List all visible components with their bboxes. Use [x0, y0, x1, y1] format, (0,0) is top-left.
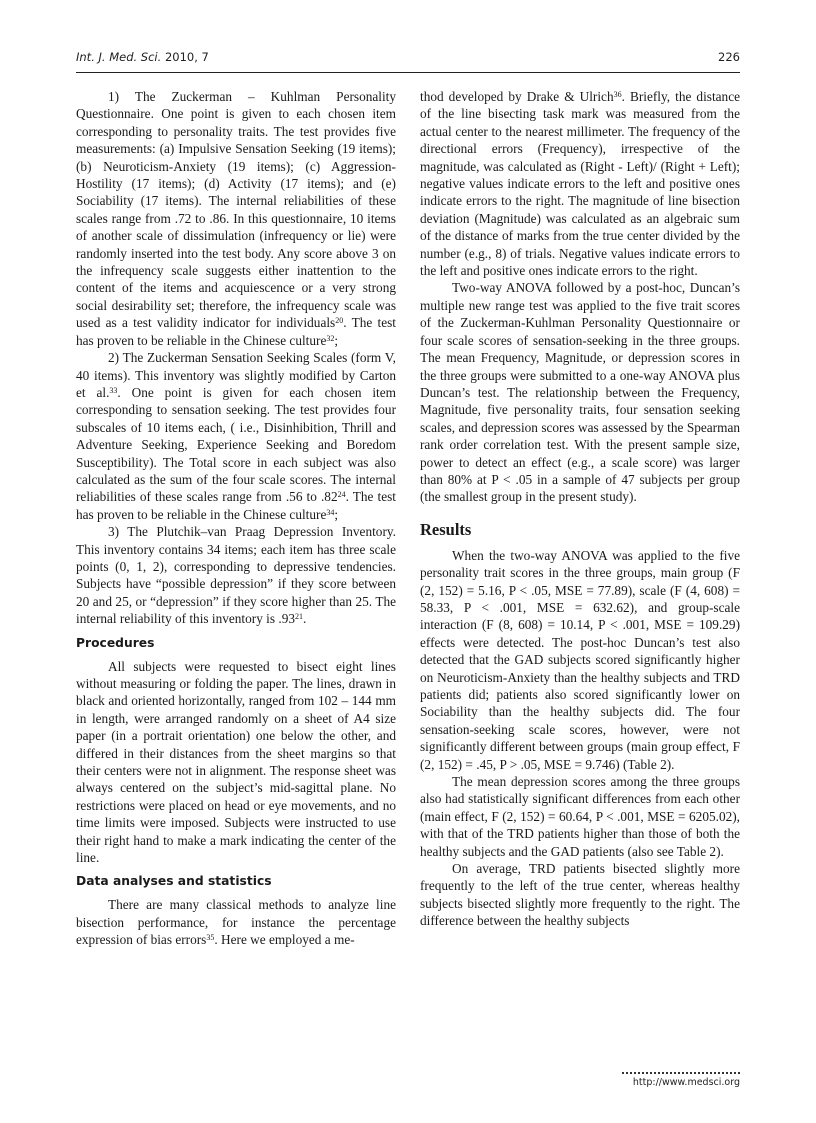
paragraph-sss: 2) The Zuckerman Sensation Seeking Scales (form V, 40 items). This inventory was slightly modified by Carton et al.$^{33}$. One point is given for each chosen item corresponding to sensation seeking. The test provides four subscales of 10 items each, ( i.e., Disinhibition, Thrill and Adventure Seeking, Experience Seeking and Boredom Susceptibility). The Total score in each subject was also calculated as the sum of the four scale scores. The internal reliabilities of these scales range from .56 to $.82^{24}$. The test has proven to be reliable in the Chinese culture$^{34}$;	[76, 350, 396, 522]
page-footer	[622, 1072, 740, 1088]
citation-ref: 34	[326, 507, 335, 517]
citation-ref: 35	[206, 933, 215, 943]
procedures-heading: Procedures	[76, 635, 155, 650]
citation-ref: 21	[295, 612, 303, 622]
footer-url-link[interactable]: http://www.medsci.org	[632, 1077, 740, 1088]
procedures-paragraph: All subjects were requested to bisect eight lines without measuring or folding the paper. The lines, drawn in black and oriented horizontally, ranged from 102 – 144 mm in length, were arranged randomly on a sheet of A4 size paper (in a portrait orientation) one below the other, and differed in their distances from the sheet margins so that their centers were not in alignment. The response sheet was always centered on the subject’s mid-sagittal plane. No restrictions were placed on head or eye movements, and no time limits were imposed. Subjects were instructed to use their right hand to make a mark indicating the center of the line.	[76, 658, 396, 866]
page-number: 226	[718, 50, 740, 64]
citation-ref: 36	[613, 90, 622, 99]
paragraph-method-continued: thod developed by Drake & Ulrich$^{36}$. Briefly, the distance of the line bisecting task mark was measured from the actual center to the nearest millimeter. The frequency of the directional errors (Frequency), irrespective of the magnitude, was calculated as (Right - Left)/ (Right + Left); negative values indicate errors to the left and positive ones indicate errors to the right. The magnitude of line bisection deviation (Magnitude) was calculated as an algebraic sum of the distance of marks from the true center divided by the number (e.g., 8) of trials. Negative values indicate errors to the left and positive ones indicate errors to the right.	[420, 89, 741, 279]
citation-ref: 33	[109, 385, 118, 395]
footer-rule	[622, 1072, 740, 1074]
citation-ref: 32	[326, 333, 335, 343]
left-column	[76, 88, 396, 949]
paragraph-depression-inventory: 3) The Plutchik–van Praag Depression Inventory. This inventory contains 34 items; each item has three scale points (0, 1, 2), corresponding to depressive tendencies. Subjects have “possible depression” if they score between 20 and 25, or “depression” if they score higher than 25. The internal reliability of this inventory is $.93^{21}$.	[76, 524, 396, 627]
journal-citation	[76, 50, 209, 64]
data-analyses-heading: Data analyses and statistics	[76, 874, 272, 889]
results-paragraph-1: When the two-way ANOVA was applied to the five personality trait scores in the three groups, main group (F (2, 152) = 5.16, P < .05, MSE = 77.89), scale (F (4, 608) = 58.33, P < .001, MSE = 632.62), and group-scale interaction (F (8, 608) = 10.14, P < .001, MSE = 109.29) effects were detected. The post-hoc Duncan’s test also detected that the GAD subjects scored significantly higher on Neuroticism-Anxiety than the healthy subjects and TRD patients did; patients also scored significantly lower on Sociability than the healthy subjects did. The four sensation-seeking scale scores, however, were not significantly different between groups (main group effect, F (2, 152) = .45, P > .05, MSE = 9.746) (Table 2).	[420, 547, 740, 772]
running-header	[76, 46, 740, 68]
paragraph-zkpq: 1) The Zuckerman – Kuhlman Personality Questionnaire. One point is given to each chosen item corresponding to personality traits. The test provides five measurements: (a) Impulsive Sensation Seeking (19 items); (b) Neuroticism-Anxiety (19 items); (c) Aggression-Hostility (17 items); (d) Activity (17 items); and (e) Sociability (17 items). The internal reliabilities of these scales range from .72 to .86. In this questionnaire, 10 items of another scale of dissimulation (infrequency or lie) were randomly inserted into the test body. Any score above 3 on the infrequency scale suggests either inattention to the content of the items and acquiescence or a very strong social desirability set; therefore, the infrequency scale was used as a test validity indicator for individuals$^{20}$. The test has proven to be reliable in the Chinese culture$^{32}$;	[76, 89, 396, 348]
right-column	[420, 88, 740, 930]
citation-ref: 24	[337, 490, 346, 500]
results-paragraph-3: On average, TRD patients bisected slightly more frequently to the left of the true center, whereas healthy subjects bisected slightly more frequently to the right. The difference between the healthy subjects	[420, 861, 740, 929]
paragraph-anova-methods: Two-way ANOVA followed by a post-hoc, Duncan’s multiple new range test was applied to the five trait scores of the Zuckerman-Kuhlman Personality Questionnaire or four scale scores of sensation-seeking in the three groups. The mean Frequency, Magnitude, or depression scores in the three groups were submitted to a one-way ANOVA plus Duncan’s test. The relationship between the Frequency, Magnitude, five personality traits, four sensation seeking scales, and depression scores was assessed by the Spearman rank order correlation test. With the present sample size, power to detect an effect (e.g., a scale score) was larger than 80% at P < .05 in a sample of 47 subjects per group (the smallest group in the present study).	[420, 280, 740, 505]
header-rule	[76, 72, 740, 73]
journal-year-volume: 2010, 7	[164, 50, 209, 64]
citation-ref: 20	[335, 316, 344, 326]
data-analyses-paragraph: There are many classical methods to analyze line bisection performance, for instance the percentage expression of bias errors$^{35}$. Here we employed a me-	[76, 897, 396, 948]
results-paragraph-2: The mean depression scores among the three groups also had statistically significant differences from each other (main effect, F (2, 152) = 60.64, P < .001, MSE = 6205.02), with that of the TRD patients higher than those of both the healthy subjects and the GAD patients (also see Table 2).	[420, 774, 740, 859]
journal-name: Int. J. Med. Sci.	[76, 50, 162, 64]
results-heading: Results	[420, 519, 472, 539]
